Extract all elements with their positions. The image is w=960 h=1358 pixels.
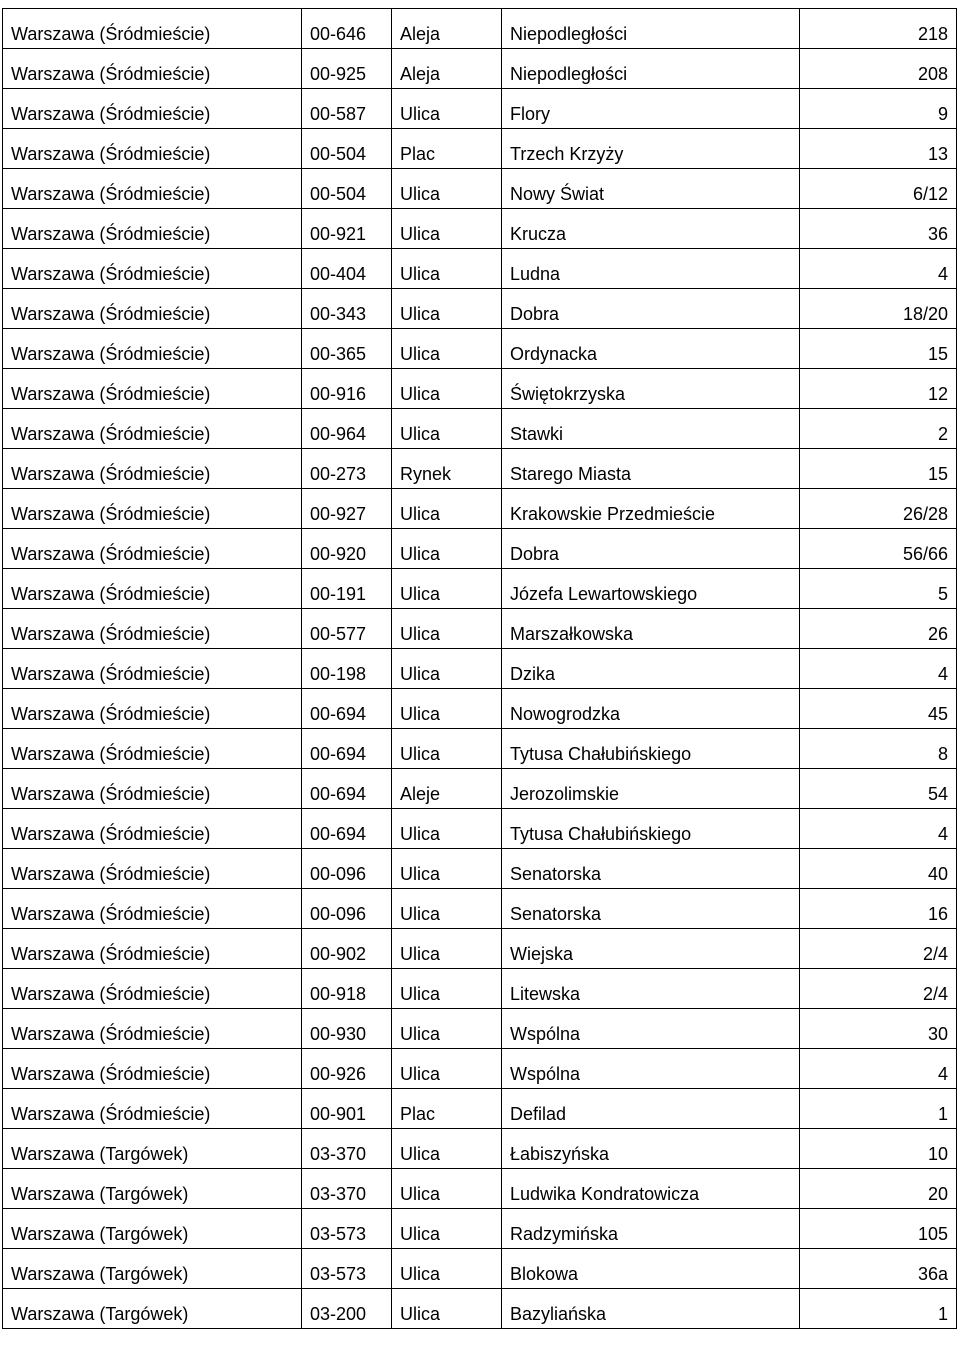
street-type-cell: Ulica bbox=[392, 249, 502, 289]
street-type-cell: Ulica bbox=[392, 809, 502, 849]
postal-code-cell: 00-694 bbox=[302, 769, 392, 809]
street-name-cell: Łabiszyńska bbox=[502, 1129, 800, 1169]
city-cell: Warszawa (Śródmieście) bbox=[3, 969, 302, 1009]
building-number-cell: 26/28 bbox=[800, 489, 957, 529]
street-name-cell: Nowogrodzka bbox=[502, 689, 800, 729]
city-cell: Warszawa (Targówek) bbox=[3, 1289, 302, 1329]
street-name-cell: Dobra bbox=[502, 529, 800, 569]
city-cell: Warszawa (Śródmieście) bbox=[3, 489, 302, 529]
postal-code-cell: 00-918 bbox=[302, 969, 392, 1009]
street-name-cell: Bazyliańska bbox=[502, 1289, 800, 1329]
city-cell: Warszawa (Śródmieście) bbox=[3, 649, 302, 689]
table-row bbox=[3, 729, 957, 769]
street-type-cell: Plac bbox=[392, 129, 502, 169]
table-row bbox=[3, 209, 957, 249]
postal-code-cell: 00-191 bbox=[302, 569, 392, 609]
table-row bbox=[3, 929, 957, 969]
postal-code-cell: 00-916 bbox=[302, 369, 392, 409]
street-type-cell: Ulica bbox=[392, 1209, 502, 1249]
postal-code-cell: 00-365 bbox=[302, 329, 392, 369]
street-name-cell: Nowy Świat bbox=[502, 169, 800, 209]
table-row bbox=[3, 409, 957, 449]
city-cell: Warszawa (Śródmieście) bbox=[3, 449, 302, 489]
street-type-cell: Ulica bbox=[392, 569, 502, 609]
postal-code-cell: 00-920 bbox=[302, 529, 392, 569]
street-type-cell: Rynek bbox=[392, 449, 502, 489]
street-type-cell: Ulica bbox=[392, 1289, 502, 1329]
building-number-cell: 4 bbox=[800, 649, 957, 689]
street-name-cell: Ludna bbox=[502, 249, 800, 289]
street-type-cell: Ulica bbox=[392, 1169, 502, 1209]
city-cell: Warszawa (Targówek) bbox=[3, 1169, 302, 1209]
table-row bbox=[3, 249, 957, 289]
table-row bbox=[3, 369, 957, 409]
postal-code-cell: 00-694 bbox=[302, 689, 392, 729]
city-cell: Warszawa (Śródmieście) bbox=[3, 1049, 302, 1089]
table-row bbox=[3, 769, 957, 809]
table-row bbox=[3, 9, 957, 49]
postal-code-cell: 03-370 bbox=[302, 1129, 392, 1169]
street-name-cell: Jerozolimskie bbox=[502, 769, 800, 809]
postal-code-cell: 00-504 bbox=[302, 129, 392, 169]
street-name-cell: Wiejska bbox=[502, 929, 800, 969]
postal-code-cell: 00-927 bbox=[302, 489, 392, 529]
building-number-cell: 15 bbox=[800, 449, 957, 489]
postal-code-cell: 00-925 bbox=[302, 49, 392, 89]
street-type-cell: Ulica bbox=[392, 169, 502, 209]
city-cell: Warszawa (Śródmieście) bbox=[3, 209, 302, 249]
building-number-cell: 4 bbox=[800, 1049, 957, 1089]
city-cell: Warszawa (Śródmieście) bbox=[3, 689, 302, 729]
city-cell: Warszawa (Śródmieście) bbox=[3, 369, 302, 409]
postal-code-cell: 00-901 bbox=[302, 1089, 392, 1129]
table-row bbox=[3, 1289, 957, 1329]
postal-code-cell: 03-370 bbox=[302, 1169, 392, 1209]
street-name-cell: Świętokrzyska bbox=[502, 369, 800, 409]
street-name-cell: Senatorska bbox=[502, 889, 800, 929]
city-cell: Warszawa (Śródmieście) bbox=[3, 529, 302, 569]
city-cell: Warszawa (Śródmieście) bbox=[3, 889, 302, 929]
table-row bbox=[3, 289, 957, 329]
building-number-cell: 12 bbox=[800, 369, 957, 409]
table-row bbox=[3, 1009, 957, 1049]
building-number-cell: 18/20 bbox=[800, 289, 957, 329]
street-name-cell: Starego Miasta bbox=[502, 449, 800, 489]
street-type-cell: Ulica bbox=[392, 289, 502, 329]
building-number-cell: 9 bbox=[800, 89, 957, 129]
building-number-cell: 1 bbox=[800, 1089, 957, 1129]
street-type-cell: Ulica bbox=[392, 929, 502, 969]
building-number-cell: 20 bbox=[800, 1169, 957, 1209]
table-row bbox=[3, 1129, 957, 1169]
postal-code-cell: 00-930 bbox=[302, 1009, 392, 1049]
postal-code-cell: 00-198 bbox=[302, 649, 392, 689]
building-number-cell: 15 bbox=[800, 329, 957, 369]
street-type-cell: Ulica bbox=[392, 689, 502, 729]
street-type-cell: Ulica bbox=[392, 209, 502, 249]
postal-code-cell: 03-573 bbox=[302, 1209, 392, 1249]
street-name-cell: Trzech Krzyży bbox=[502, 129, 800, 169]
postal-code-cell: 00-694 bbox=[302, 729, 392, 769]
postal-code-cell: 00-902 bbox=[302, 929, 392, 969]
street-type-cell: Aleja bbox=[392, 49, 502, 89]
city-cell: Warszawa (Targówek) bbox=[3, 1129, 302, 1169]
building-number-cell: 208 bbox=[800, 49, 957, 89]
street-type-cell: Ulica bbox=[392, 969, 502, 1009]
street-name-cell: Wspólna bbox=[502, 1009, 800, 1049]
city-cell: Warszawa (Śródmieście) bbox=[3, 249, 302, 289]
street-type-cell: Ulica bbox=[392, 1249, 502, 1289]
street-type-cell: Ulica bbox=[392, 1049, 502, 1089]
city-cell: Warszawa (Śródmieście) bbox=[3, 289, 302, 329]
building-number-cell: 40 bbox=[800, 849, 957, 889]
street-type-cell: Ulica bbox=[392, 729, 502, 769]
building-number-cell: 105 bbox=[800, 1209, 957, 1249]
city-cell: Warszawa (Śródmieście) bbox=[3, 569, 302, 609]
table-row bbox=[3, 1089, 957, 1129]
street-name-cell: Stawki bbox=[502, 409, 800, 449]
building-number-cell: 36a bbox=[800, 1249, 957, 1289]
postal-code-cell: 00-504 bbox=[302, 169, 392, 209]
postal-code-cell: 00-694 bbox=[302, 809, 392, 849]
postal-code-cell: 00-273 bbox=[302, 449, 392, 489]
building-number-cell: 26 bbox=[800, 609, 957, 649]
table-row bbox=[3, 49, 957, 89]
street-name-cell: Senatorska bbox=[502, 849, 800, 889]
postal-code-cell: 00-404 bbox=[302, 249, 392, 289]
postal-code-cell: 03-573 bbox=[302, 1249, 392, 1289]
table-row bbox=[3, 889, 957, 929]
table-row bbox=[3, 609, 957, 649]
street-name-cell: Józefa Lewartowskiego bbox=[502, 569, 800, 609]
table-row bbox=[3, 689, 957, 729]
street-type-cell: Ulica bbox=[392, 609, 502, 649]
street-name-cell: Tytusa Chałubińskiego bbox=[502, 729, 800, 769]
street-type-cell: Ulica bbox=[392, 89, 502, 129]
building-number-cell: 2/4 bbox=[800, 969, 957, 1009]
street-name-cell: Ordynacka bbox=[502, 329, 800, 369]
building-number-cell: 1 bbox=[800, 1289, 957, 1329]
street-type-cell: Ulica bbox=[392, 889, 502, 929]
table-row bbox=[3, 529, 957, 569]
street-name-cell: Defilad bbox=[502, 1089, 800, 1129]
city-cell: Warszawa (Śródmieście) bbox=[3, 9, 302, 49]
street-type-cell: Aleja bbox=[392, 9, 502, 49]
table-row bbox=[3, 1249, 957, 1289]
building-number-cell: 2/4 bbox=[800, 929, 957, 969]
postal-code-cell: 00-921 bbox=[302, 209, 392, 249]
building-number-cell: 30 bbox=[800, 1009, 957, 1049]
street-type-cell: Ulica bbox=[392, 849, 502, 889]
table-row bbox=[3, 809, 957, 849]
table-row bbox=[3, 569, 957, 609]
postal-code-cell: 00-096 bbox=[302, 849, 392, 889]
city-cell: Warszawa (Śródmieście) bbox=[3, 89, 302, 129]
street-name-cell: Niepodległości bbox=[502, 49, 800, 89]
postal-code-cell: 00-587 bbox=[302, 89, 392, 129]
table-row bbox=[3, 489, 957, 529]
street-name-cell: Litewska bbox=[502, 969, 800, 1009]
building-number-cell: 4 bbox=[800, 809, 957, 849]
building-number-cell: 56/66 bbox=[800, 529, 957, 569]
city-cell: Warszawa (Targówek) bbox=[3, 1249, 302, 1289]
table-row bbox=[3, 129, 957, 169]
building-number-cell: 54 bbox=[800, 769, 957, 809]
city-cell: Warszawa (Targówek) bbox=[3, 1209, 302, 1249]
street-type-cell: Plac bbox=[392, 1089, 502, 1129]
city-cell: Warszawa (Śródmieście) bbox=[3, 49, 302, 89]
postal-code-cell: 00-096 bbox=[302, 889, 392, 929]
city-cell: Warszawa (Śródmieście) bbox=[3, 169, 302, 209]
street-name-cell: Flory bbox=[502, 89, 800, 129]
street-name-cell: Dzika bbox=[502, 649, 800, 689]
postal-code-cell: 00-343 bbox=[302, 289, 392, 329]
street-type-cell: Ulica bbox=[392, 369, 502, 409]
building-number-cell: 8 bbox=[800, 729, 957, 769]
table-row bbox=[3, 169, 957, 209]
street-name-cell: Krucza bbox=[502, 209, 800, 249]
street-type-cell: Ulica bbox=[392, 1129, 502, 1169]
table-row bbox=[3, 969, 957, 1009]
city-cell: Warszawa (Śródmieście) bbox=[3, 929, 302, 969]
postal-code-cell: 00-577 bbox=[302, 609, 392, 649]
street-name-cell: Dobra bbox=[502, 289, 800, 329]
building-number-cell: 13 bbox=[800, 129, 957, 169]
table-row bbox=[3, 89, 957, 129]
table-row bbox=[3, 649, 957, 689]
street-name-cell: Wspólna bbox=[502, 1049, 800, 1089]
street-type-cell: Ulica bbox=[392, 529, 502, 569]
street-type-cell: Ulica bbox=[392, 1009, 502, 1049]
postal-code-cell: 00-926 bbox=[302, 1049, 392, 1089]
building-number-cell: 5 bbox=[800, 569, 957, 609]
table-row bbox=[3, 329, 957, 369]
building-number-cell: 218 bbox=[800, 9, 957, 49]
city-cell: Warszawa (Śródmieście) bbox=[3, 409, 302, 449]
building-number-cell: 16 bbox=[800, 889, 957, 929]
city-cell: Warszawa (Śródmieście) bbox=[3, 609, 302, 649]
street-name-cell: Marszałkowska bbox=[502, 609, 800, 649]
street-type-cell: Ulica bbox=[392, 409, 502, 449]
postal-code-cell: 00-964 bbox=[302, 409, 392, 449]
table-row bbox=[3, 1209, 957, 1249]
street-name-cell: Tytusa Chałubińskiego bbox=[502, 809, 800, 849]
table-row bbox=[3, 849, 957, 889]
street-name-cell: Niepodległości bbox=[502, 9, 800, 49]
street-name-cell: Ludwika Kondratowicza bbox=[502, 1169, 800, 1209]
city-cell: Warszawa (Śródmieście) bbox=[3, 769, 302, 809]
building-number-cell: 45 bbox=[800, 689, 957, 729]
street-name-cell: Radzymińska bbox=[502, 1209, 800, 1249]
postal-code-cell: 00-646 bbox=[302, 9, 392, 49]
table-row bbox=[3, 1169, 957, 1209]
city-cell: Warszawa (Śródmieście) bbox=[3, 849, 302, 889]
address-table bbox=[2, 8, 957, 1329]
city-cell: Warszawa (Śródmieście) bbox=[3, 809, 302, 849]
city-cell: Warszawa (Śródmieście) bbox=[3, 129, 302, 169]
table-row bbox=[3, 1049, 957, 1089]
street-type-cell: Ulica bbox=[392, 649, 502, 689]
building-number-cell: 2 bbox=[800, 409, 957, 449]
street-type-cell: Aleje bbox=[392, 769, 502, 809]
street-type-cell: Ulica bbox=[392, 329, 502, 369]
postal-code-cell: 03-200 bbox=[302, 1289, 392, 1329]
building-number-cell: 36 bbox=[800, 209, 957, 249]
building-number-cell: 6/12 bbox=[800, 169, 957, 209]
city-cell: Warszawa (Śródmieście) bbox=[3, 729, 302, 769]
city-cell: Warszawa (Śródmieście) bbox=[3, 329, 302, 369]
address-table-body bbox=[3, 9, 957, 1329]
city-cell: Warszawa (Śródmieście) bbox=[3, 1009, 302, 1049]
street-name-cell: Krakowskie Przedmieście bbox=[502, 489, 800, 529]
city-cell: Warszawa (Śródmieście) bbox=[3, 1089, 302, 1129]
street-type-cell: Ulica bbox=[392, 489, 502, 529]
table-row bbox=[3, 449, 957, 489]
street-name-cell: Blokowa bbox=[502, 1249, 800, 1289]
building-number-cell: 4 bbox=[800, 249, 957, 289]
building-number-cell: 10 bbox=[800, 1129, 957, 1169]
